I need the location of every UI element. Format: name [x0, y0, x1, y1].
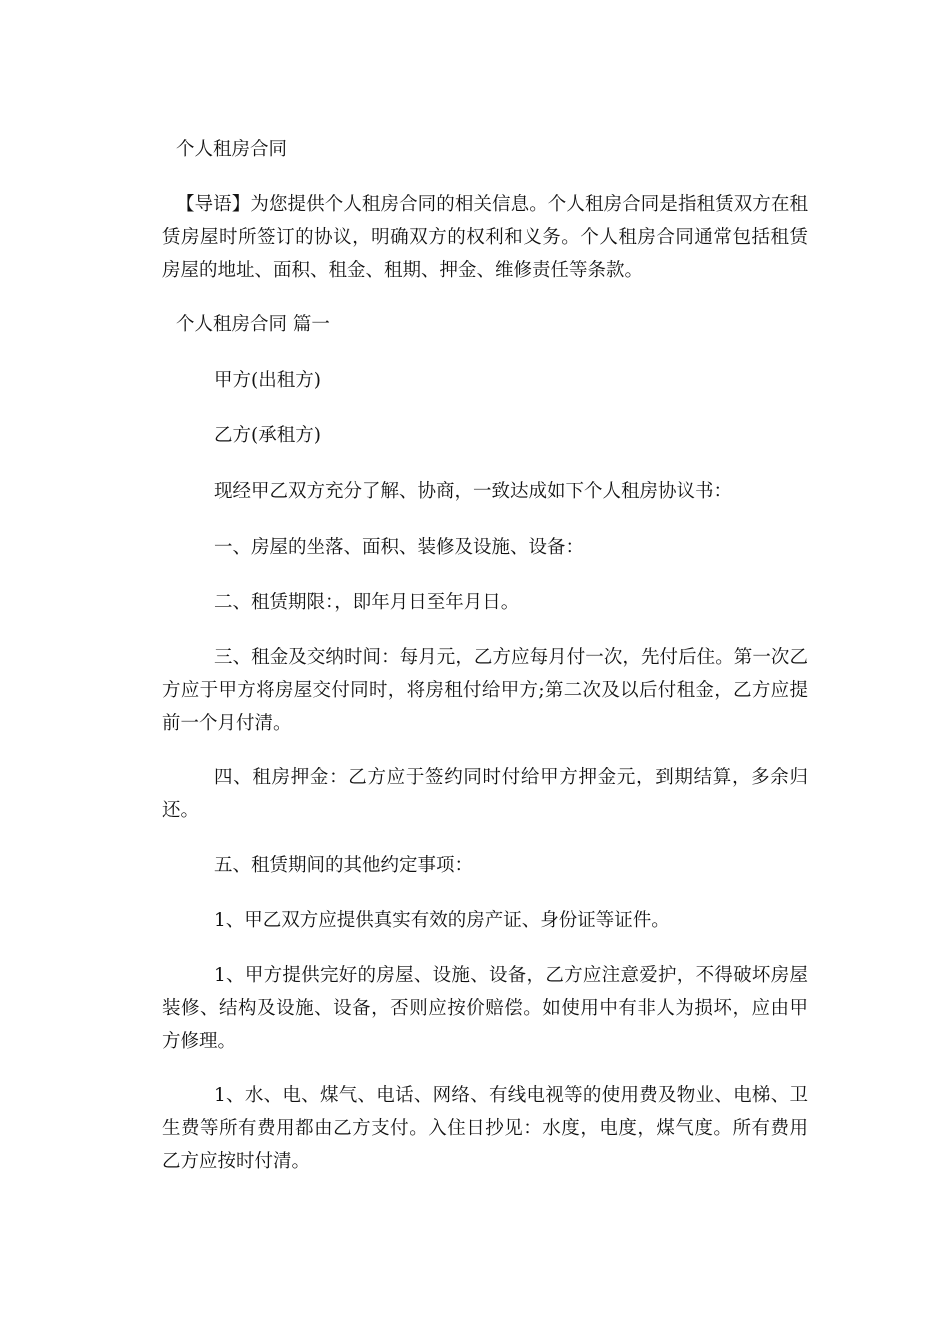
clause-3: 三、租金及交纳时间：每月元，乙方应每月付一次，先付后住。第一次乙方应于甲方将房屋交付同时，将房租付给甲方;第二次及以后付租金，乙方应提前一个月付清。	[162, 647, 808, 734]
party-a-line: 甲方(出租方)	[214, 370, 321, 391]
sub-item: 1、甲乙双方应提供真实有效的房产证、身份证等证件。	[214, 910, 670, 931]
clause-1: 一、房屋的坐落、面积、装修及设施、设备：	[214, 537, 585, 558]
section-heading: 个人租房合同 篇一	[176, 314, 330, 335]
sub-item: 1、水、电、煤气、电话、网络、有线电视等的使用费及物业、电梯、卫生费等所有费用都由乙方支付。入住日抄见：水度，电度，煤气度。所有费用乙方应按时付清。	[162, 1085, 808, 1172]
party-b-line: 乙方(承租方)	[214, 425, 321, 446]
clause-5: 五、租赁期间的其他约定事项：	[214, 855, 474, 876]
clause-4: 四、租房押金：乙方应于签约同时付给甲方押金元，到期结算，多余归还。	[162, 767, 808, 821]
intro-paragraph: 【导语】为您提供个人租房合同的相关信息。个人租房合同是指租赁双方在租赁房屋时所签订的协议，明确双方的权利和义务。个人租房合同通常包括租赁房屋的地址、面积、租金、租期、押金、维修责任等条款。	[162, 194, 808, 281]
sub-item: 1、甲方提供完好的房屋、设施、设备，乙方应注意爱护，不得破坏房屋装修、结构及设施、设备，否则应按价赔偿。如使用中有非人为损坏，应由甲方修理。	[162, 965, 808, 1052]
clause-2: 二、租赁期限：，即年月日至年月日。	[214, 592, 520, 613]
agreement-preamble: 现经甲乙双方充分了解、协商，一致达成如下个人租房协议书：	[214, 481, 733, 502]
document-title: 个人租房合同	[176, 139, 288, 160]
